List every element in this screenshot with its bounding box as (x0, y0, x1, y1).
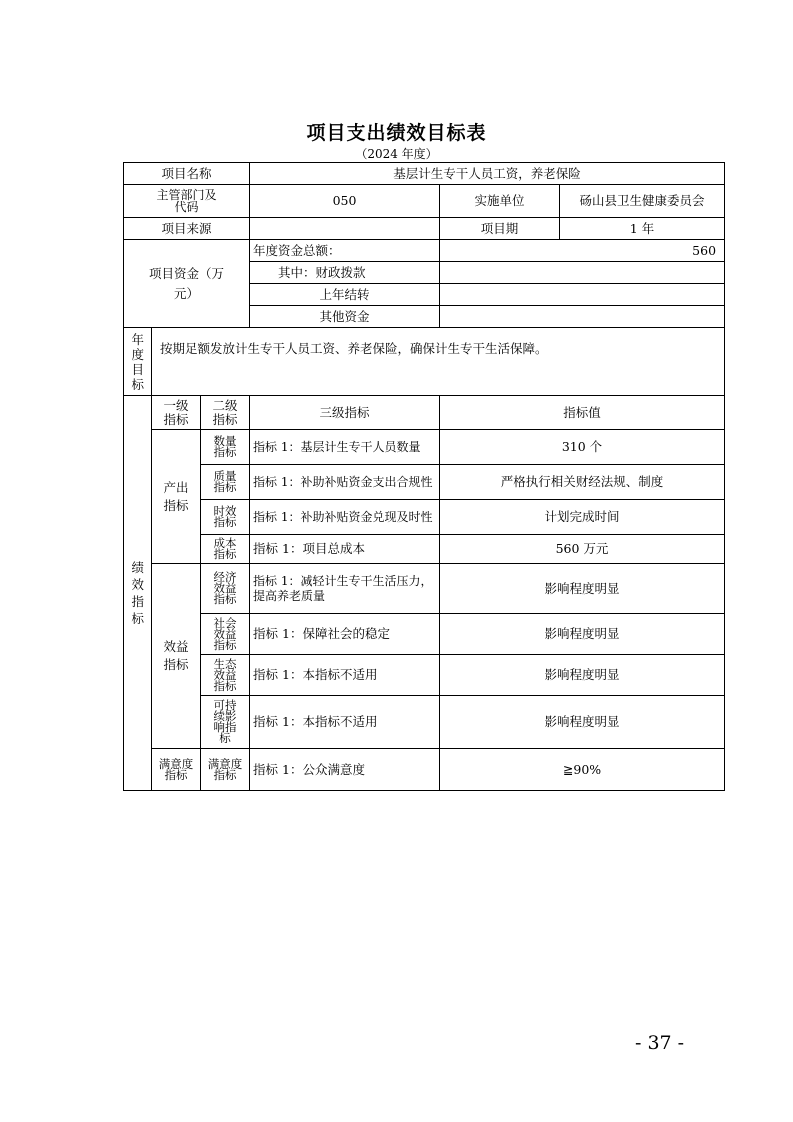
table-row (124, 535, 725, 564)
performance-table (123, 162, 725, 791)
output-level3: 指标 1：项目总成本 (250, 535, 440, 564)
output-level3: 指标 1：补助补贴资金支出合规性 (250, 465, 440, 500)
project-name-row (124, 163, 725, 185)
performance-label: 绩效指标 (131, 560, 145, 626)
dept-row (124, 185, 725, 218)
table-row (124, 749, 725, 791)
project-name-label: 项目名称 (124, 163, 250, 185)
funds-other-label: 其他资金 (250, 306, 440, 328)
benefit-value: 影响程度明显 (440, 655, 725, 696)
output-value: 560 万元 (440, 535, 725, 564)
benefit-value: 影响程度明显 (440, 696, 725, 749)
benefit-level3: 指标 1：本指标不适用 (250, 655, 440, 696)
table-row (124, 465, 725, 500)
header-row (124, 396, 725, 430)
output-level3: 指标 1：基层计生专干人员数量 (250, 430, 440, 465)
funds-other-value (440, 306, 725, 328)
output-level2: 时效指标 (213, 504, 237, 529)
header-value: 指标值 (440, 396, 725, 430)
output-value: 严格执行相关财经法规、制度 (440, 465, 725, 500)
table-row (124, 614, 725, 655)
output-level2: 质量指标 (213, 469, 237, 494)
benefit-value: 影响程度明显 (440, 614, 725, 655)
funds-total-value: 560 (440, 240, 725, 262)
project-name-value: 基层计生专干人员工资，养老保险 (250, 163, 725, 185)
annual-goal-text: 按期足额发放计生专干人员工资、养老保险，确保计生专干生活保障。 (152, 328, 725, 396)
satisfaction-level3: 指标 1：公众满意度 (250, 749, 440, 791)
benefit-level3: 指标 1：保障社会的稳定 (250, 614, 440, 655)
impl-unit-label: 实施单位 (440, 185, 560, 218)
period-label: 项目期 (440, 218, 560, 240)
satisfaction-level2: 满意度指标 (207, 756, 243, 782)
benefit-level2: 生态效益指标 (213, 656, 237, 693)
funds-label: 项目资金（万元） (148, 265, 224, 301)
source-value (250, 218, 440, 240)
benefit-label: 效益指标 (163, 639, 189, 672)
page-subtitle: （2024 年度） (355, 147, 438, 161)
header-level1: 一级指标 (163, 397, 189, 427)
annual-goal-label: 年度目标 (131, 331, 145, 392)
annual-goal-row (124, 328, 725, 396)
output-level2: 成本指标 (213, 536, 237, 561)
funds-fiscal-value (440, 262, 725, 284)
funds-total-row (124, 240, 725, 262)
table-row (124, 500, 725, 535)
table-row (124, 696, 725, 749)
output-level3: 指标 1：补助补贴资金兑现及时性 (250, 500, 440, 535)
funds-fiscal-label: 其中：财政拨款 (250, 262, 440, 284)
benefit-level3: 指标 1：减轻计生专干生活压力，提高养老质量 (250, 564, 440, 614)
source-row (124, 218, 725, 240)
dept-label: 主管部门及代码 (156, 188, 217, 214)
table-row (124, 655, 725, 696)
dept-code: 050 (250, 185, 440, 218)
output-label: 产出指标 (163, 479, 189, 513)
output-value: 计划完成时间 (440, 500, 725, 535)
benefit-level2: 经济效益指标 (213, 570, 237, 606)
page-number: - 37 - (635, 1032, 685, 1054)
table-row (124, 564, 725, 614)
output-value: 310 个 (440, 430, 725, 465)
page-title: 项目支出绩效目标表 (306, 122, 487, 144)
benefit-level2: 可持续影响指标 (213, 698, 237, 745)
satisfaction-label: 满意度指标 (158, 756, 194, 782)
funds-carryover-value (440, 284, 725, 306)
benefit-value: 影响程度明显 (440, 564, 725, 614)
benefit-level2: 社会效益指标 (213, 615, 237, 652)
benefit-level3: 指标 1：本指标不适用 (250, 696, 440, 749)
funds-carryover-label: 上年结转 (250, 284, 440, 306)
satisfaction-value: ≧90% (440, 749, 725, 791)
source-label: 项目来源 (124, 218, 250, 240)
impl-unit-value: 砀山县卫生健康委员会 (560, 185, 725, 218)
output-level2: 数量指标 (213, 434, 237, 459)
period-value: 1 年 (560, 218, 725, 240)
funds-total-label: 年度资金总额： (250, 240, 440, 262)
header-level3: 三级指标 (250, 396, 440, 430)
table-row (124, 430, 725, 465)
header-level2: 二级指标 (212, 397, 238, 427)
